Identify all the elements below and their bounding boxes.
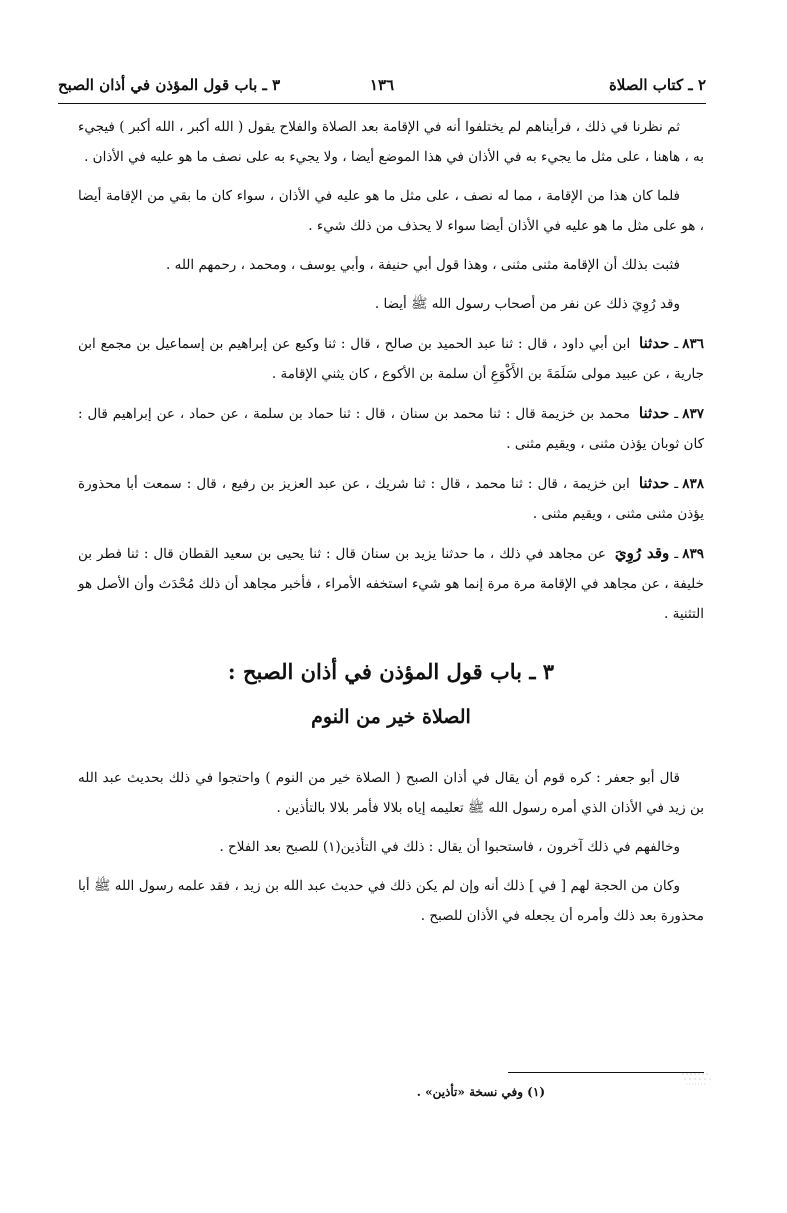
paragraph: ثم نظرنا في ذلك ، فرأيناهم لم يختلفوا أنه في الإقامة بعد الصلاة والفلاح يقول ( الله أكبر ، الله أكبر ) فيجيء به ، هاهنا ، على مثل ما يجيء به في الأذان في هذا الموضع أيضا ، ولا يجيء به على نصف ما هو عليه في الأذان . <box>78 119 704 165</box>
hadith-entry: ٨٣٧ـ حدثنا محمد بن خزيمة قال : ثنا محمد بن سنان ، قال : ثنا حماد بن سلمة ، عن حماد ، عن إبراهيم قال : كان ثوبان يؤذن مثنى ، ويقيم مثنى . <box>78 404 704 452</box>
hadith-keyword: حدثنا <box>638 404 670 422</box>
hadith-number: ٨٣٦ <box>682 336 704 352</box>
paragraph: فلما كان هذا من الإقامة ، مما له نصف ، على مثل ما هو عليه في الأذان ، سواء كان ما بقي من الإقامة أيضا ، هو على مثل ما هو عليه في الأذان أيضا سواء لا يحذف من ذلك شيء . <box>78 188 704 234</box>
chapter-subheading: الصلاة خير من النوم <box>311 706 471 728</box>
hadith-text: ابن أبي داود ، قال : ثنا عبد الحميد بن صالح ، قال : ثنا وكيع عن إبراهيم بن إسماعيل بن مجمع ابن جارية ، عن عبيد مولى سَلَمَةَ بن الأَكْوَعِ أن سلمة بن الأكوع ، كان يثني الإقامة . <box>78 336 704 382</box>
paragraph: وكان من الحجة لهم [ في ] ذلك أنه وإن لم يكن ذلك في حديث عبد الله بن زيد ، فقد علمه رسول الله ﷺ أبا محذورة بعد ذلك وأمره أن يجعله في الأذان للصبح . <box>78 878 704 924</box>
footnote: (١) وفي نسخة «تأذين» . <box>416 1085 545 1099</box>
paragraph: وقد رُوِيَ ذلك عن نفر من أصحاب رسول الله ﷺ أيضا . <box>374 296 680 312</box>
header-book-title: ٢ ـ كتاب الصلاة <box>608 76 706 94</box>
hadith-entry: ٨٣٩ـ وقد رُوِيَ عن مجاهد في ذلك ، ما حدثنا يزيد بن سنان قال : ثنا يحيى بن سعيد القطان قال : ثنا فطر بن خليفة ، عن مجاهد في الإقامة مرة مرة إنما هو شيء استخفه الأمراء ، فأخبر مجاهد أن ذلك مُحْدَث وأن الأصل هو التثنية . <box>78 544 704 622</box>
footnote-rule <box>508 1072 704 1073</box>
hadith-number: ٨٣٩ <box>682 546 704 562</box>
hadith-keyword: حدثنا <box>638 474 670 492</box>
hadith-entry: ٨٣٨ـ حدثنا ابن خزيمة ، قال : ثنا محمد ، قال : ثنا شريك ، عن عبد العزيز بن رفيع ، قال : سمعت أبا محذورة يؤذن مثنى مثنى ، ويقيم مثنى . <box>78 474 705 522</box>
faint-stamp-mark <box>680 1070 714 1086</box>
hadith-number: ٨٣٨ <box>682 476 705 492</box>
chapter-heading: ٣ ـ باب قول المؤذن في أذان الصبح : <box>227 659 555 684</box>
hadith-keyword: حدثنا <box>639 334 670 352</box>
hadith-text: محمد بن خزيمة قال : ثنا محمد بن سنان ، قال : ثنا حماد بن سلمة ، عن حماد ، عن إبراهيم قال : كان ثوبان يؤذن مثنى ، ويقيم مثنى . <box>78 406 704 452</box>
paragraph: قال أبو جعفر : كره قوم أن يقال في أذان الصبح ( الصلاة خير من النوم ) واحتجوا في ذلك بحديث عبد الله بن زيد في الأذان الذي أمره رسول الله ﷺ تعليمه إياه بلالا فأمر بلالا بالتأذين . <box>78 770 704 816</box>
running-header <box>58 72 706 98</box>
header-chapter-title: ٣ ـ باب قول المؤذن في أذان الصبح <box>58 76 281 94</box>
hadith-text: ابن خزيمة ، قال : ثنا محمد ، قال : ثنا شريك ، عن عبد العزيز بن رفيع ، قال : سمعت أبا محذورة يؤذن مثنى مثنى ، ويقيم مثنى . <box>78 476 704 522</box>
page-body <box>78 112 704 940</box>
hadith-number: ٨٣٧ <box>682 406 704 422</box>
hadith-text: عن مجاهد في ذلك ، ما حدثنا يزيد بن سنان قال : ثنا يحيى بن سعيد القطان قال : ثنا فطر بن خليفة ، عن مجاهد في الإقامة مرة مرة إنما هو شيء استخفه الأمراء ، فأخبر مجاهد أن ذلك مُحْدَث وأن الأصل هو التثنية . <box>78 546 704 622</box>
hadith-keyword: وقد رُوِيَ <box>614 544 670 562</box>
paragraph: فثبت بذلك أن الإقامة مثنى مثنى ، وهذا قول أبي حنيفة ، وأبي يوسف ، ومحمد ، رحمهم الله . <box>166 257 680 273</box>
page-number: ١٣٦ <box>369 76 395 94</box>
hadith-entry: ٨٣٦ـ حدثنا ابن أبي داود ، قال : ثنا عبد الحميد بن صالح ، قال : ثنا وكيع عن إبراهيم بن إسماعيل بن مجمع ابن جارية ، عن عبيد مولى سَلَمَةَ بن الأَكْوَعِ أن سلمة بن الأكوع ، كان يثني الإقامة . <box>78 334 704 382</box>
header-rule <box>58 103 706 104</box>
paragraph: وخالفهم في ذلك آخرون ، فاستحبوا أن يقال : ذلك في التأذين(١) للصبح بعد الفلاح . <box>219 839 680 855</box>
